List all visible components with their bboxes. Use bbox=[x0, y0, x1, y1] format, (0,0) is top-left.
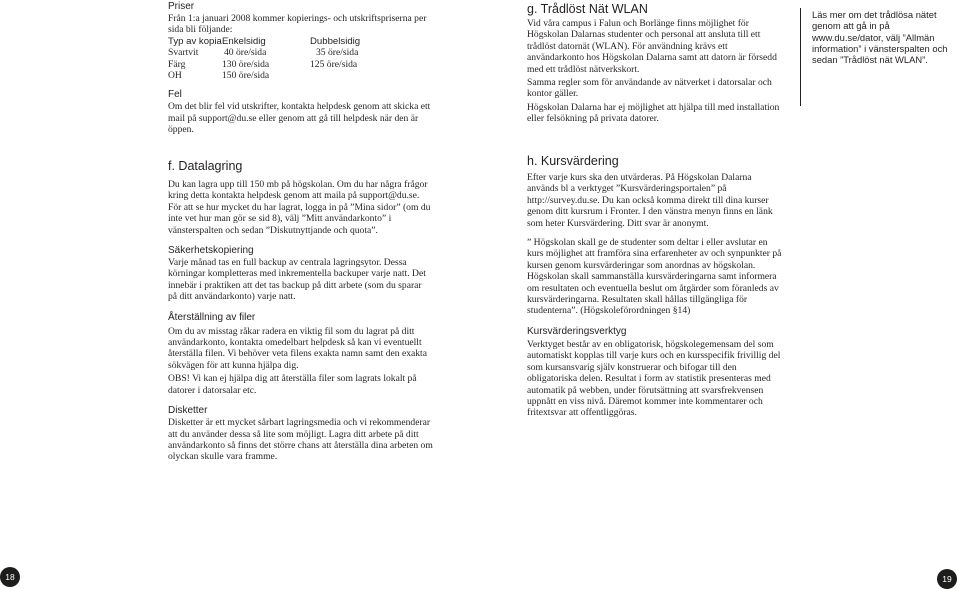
wlan-heading: g. Trådlöst Nät WLAN bbox=[527, 2, 648, 16]
kurs-quote: ” Högskolan skall ge de studenter som deltar i eller avslutar en kurs möjlighet att framföra sina erfarenheter av och synpunkter på kursen genom kursvärderingar som anordnas av högskolan. Högskolan skall sammanställa kursvärderingarna samt informera om resultaten och eventuella beslut om åtgärder som föranleds av kursvärderingarna. Resultaten skall hållas tillgängliga för studenterna”. (Högskoleförordningen §14) bbox=[527, 237, 782, 317]
kurs-heading: h. Kursvärdering bbox=[527, 154, 619, 168]
restore-paragraph: Om du av misstag råkar radera en viktig fil som du lagrat på ditt användarkonto, kontakta omedelbart helpdesk så kan vi eventuellt återställa filen. Vi behöver veta filens exakta namn samt den exakta sökvägen för att kunna hjälpa dig. bbox=[168, 325, 427, 371]
left-column-lower bbox=[168, 159, 433, 463]
price-cell: 40 öre/sida bbox=[224, 47, 267, 59]
price-cell: 130 öre/sida bbox=[222, 58, 270, 70]
fel-heading: Fel bbox=[168, 89, 182, 101]
fel-text: Om det blir fel vid utskrifter, kontakta helpdesk genom att skicka ett mail på support@du.se eller genom att gå till helpdesk när den är öppen. bbox=[168, 101, 431, 136]
page-number-right: 19 bbox=[937, 569, 957, 589]
disketter-text: Disketter är ett mycket sårbart lagringsmedia och vi rekommenderar att du använder dessa så lite som möjligt. Lagra ditt arbete på ditt användarkonto så finns det större chans att återställa dina arbeten om olyckan skulle vara framme. bbox=[168, 417, 433, 463]
price-cell: 35 öre/sida bbox=[316, 47, 359, 59]
left-column bbox=[168, 0, 438, 136]
priser-intro: Från 1:a januari 2008 kommer kopierings- och utskriftspriserna per sida bli följande: bbox=[168, 13, 427, 36]
price-row bbox=[168, 36, 438, 47]
price-cell bbox=[310, 70, 400, 81]
verktyg-text: Verktyget består av en obligatorisk, högskolegemensam del som automatiskt kopplas till varje kurs och en kursspecifik frivillig del som kursansvarig själv konstruerar och bifogar till den obligatoriska delen. Resultat i form av statistik presenteras med automatik på webben, under förutsättning att svarsfrekvensen uppnått en viss nivå. Däremot kommer inte kommentarer och fritextsvar att offentliggöras. bbox=[527, 338, 781, 419]
backup-text: Varje månad tas en full backup av centrala lagringsytor. Dessa körningar kompletteras med inkrementella backuper varje natt. Det innebär i praktiken att det tas backup på ditt arbete (som du sparar på ditt användarkonto) varje natt. bbox=[168, 257, 426, 303]
price-cell: Svartvit bbox=[168, 47, 199, 59]
price-cell: Dubbelsidig bbox=[310, 35, 361, 47]
page-number-left: 18 bbox=[0, 567, 20, 587]
restore-paragraph: OBS! Vi kan ej hjälpa dig att återställa filer som lagrats lokalt på datorer i datorsalar etc. bbox=[168, 373, 417, 396]
wlan-paragraph: Vid våra campus i Falun och Borlänge finns möjlighet för Högskolan Dalarnas studenter och personal att ansluta till ett trådlöst datornät (WLAN). För användning krävs ett användarkonto hos Högskolan Dalarna samt att datorn är försedd med ett trådlöst nätverkskort. bbox=[527, 18, 777, 75]
price-cell: 125 öre/sida bbox=[310, 58, 358, 70]
price-table bbox=[168, 36, 438, 82]
price-cell: Typ av kopia bbox=[168, 35, 222, 47]
price-cell: 150 öre/sida bbox=[222, 70, 270, 82]
right-column bbox=[527, 2, 785, 125]
datalagring-paragraph: Du kan lagra upp till 150 mb på högskolan. Om du har några frågor kring detta kontakta helpdesk genom att maila på support@du.se. bbox=[168, 179, 428, 202]
sidebar-divider bbox=[800, 8, 801, 106]
price-cell: Enkelsidig bbox=[222, 35, 266, 47]
price-row bbox=[168, 59, 438, 70]
restore-heading: Återställning av filer bbox=[168, 311, 256, 323]
kurs-paragraph: Efter varje kurs ska den utvärderas. På Högskolan Dalarna används bl a verktyget ”Kursvärderingsportalen” på http://survey.du.se. Du kan också komma direkt till dina kurser genom ditt kursrum i Fronter. I den vänstra menyn finns en länk som heter Kursvärdering. Ditt svar är anonymt. bbox=[527, 172, 773, 229]
priser-heading: Priser bbox=[168, 1, 195, 12]
verktyg-heading: Kursvärderingsverktyg bbox=[527, 325, 627, 337]
price-row bbox=[168, 47, 438, 58]
price-cell: Färg bbox=[168, 58, 186, 70]
price-cell: OH bbox=[168, 70, 182, 82]
price-row bbox=[168, 70, 438, 81]
disketter-heading: Disketter bbox=[168, 405, 208, 417]
right-column-lower bbox=[527, 154, 785, 419]
datalagring-heading: f. Datalagring bbox=[168, 159, 243, 173]
sidebar-note: Läs mer om det trådlösa nätet genom att gå in på www.du.se/dator, välj ”Allmän information” i vänsterspalten och sedan ”Trådlöst nät WLAN”. bbox=[812, 9, 948, 66]
wlan-paragraph: Högskolan Dalarna har ej möjlighet att hjälpa till med installation eller felsökning på privata datorer. bbox=[527, 101, 780, 125]
wlan-paragraph: Samma regler som för användande av nätverket i datorsalar och kontor gäller. bbox=[527, 77, 772, 100]
datalagring-paragraph: För att se hur mycket du har lagrat, logga in på ”Mina sidor” (om du inte vet hur man gör se sid 8), välj ”Mitt användarkonto” i vänsterspalten och sedan ”Diskutnyttjande och quota”. bbox=[168, 201, 431, 236]
backup-heading: Säkerhetskopiering bbox=[168, 245, 254, 257]
